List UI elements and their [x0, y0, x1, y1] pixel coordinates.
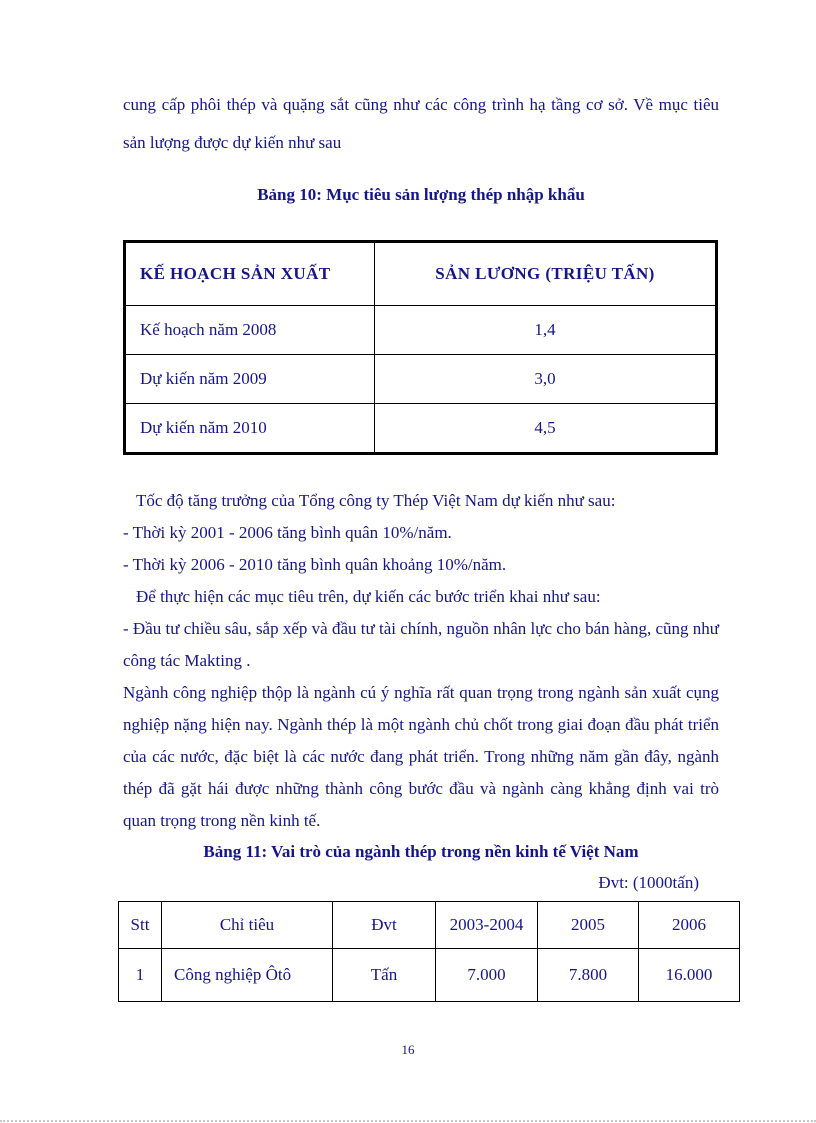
- table-row: [119, 949, 740, 1002]
- table10-cell-value: 1,4: [375, 306, 717, 355]
- table11-header-stt: Stt: [119, 902, 162, 949]
- table11-header-2003-2004: 2003-2004: [436, 902, 538, 949]
- table11-cell-2006: 16.000: [639, 949, 740, 1002]
- body-paragraphs: [123, 485, 719, 837]
- paragraph-industry-role: Ngành công nghiệp thộp là ngành cú ý nghĩa rất quan trọng trong ngành sản xuất cụng nghiệp nặng hiện nay. Ngành thép là một ngành chủ chốt trong giai đoạn đầu phát triển của các nước, đặc biệt là các nước đang phát triển. Trong những năm gần đây, ngành thép đã gặt hái được những thành công bước đầu và ngành càng khẳng định vai trò quan trọng trong nền kinh tế.: [123, 683, 719, 830]
- intro-paragraph: cung cấp phôi thép và quặng sắt cũng như các công trình hạ tầng cơ sở. Về mục tiêu sản lượng được dự kiến như sau: [123, 95, 719, 152]
- table11-header-2006: 2006: [639, 902, 740, 949]
- table11-title: Bảng 11: Vai trò của ngành thép trong nền kinh tế Việt Nam: [203, 842, 639, 861]
- table11-header-dvt: Đvt: [333, 902, 436, 949]
- page-edge-dotted-line: [0, 1120, 816, 1122]
- table10-cell-value: 4,5: [375, 404, 717, 454]
- table10-header-plan: KẾ HOẠCH SẢN XUẤT: [125, 242, 375, 306]
- page-content: [123, 86, 719, 1002]
- paragraph-period-2001-2006: - Thời kỳ 2001 - 2006 tăng bình quân 10%/năm.: [123, 523, 452, 542]
- table10-cell-label: Dự kiến năm 2010: [125, 404, 375, 454]
- table11-cell-chitieu: Công nghiệp Ôtô: [162, 949, 333, 1002]
- table10-cell-label: Dự kiến năm 2009: [125, 355, 375, 404]
- table10: [123, 240, 718, 455]
- table10-title: Bảng 10: Mục tiêu sản lượng thép nhập khẩu: [257, 185, 585, 204]
- table11-header-2005: 2005: [538, 902, 639, 949]
- table11-cell-2005: 7.800: [538, 949, 639, 1002]
- table-row: [125, 404, 717, 454]
- paragraph-investment: - Đầu tư chiều sâu, sắp xếp và đầu tư tài chính, nguồn nhân lực cho bán hàng, cũng như công tác Makting .: [123, 619, 719, 670]
- table11-cell-stt: 1: [119, 949, 162, 1002]
- paragraph-period-2006-2010: - Thời kỳ 2006 - 2010 tăng bình quân khoảng 10%/năm.: [123, 555, 507, 574]
- page-number: 16: [401, 1042, 415, 1057]
- table10-header-output: SẢN LƯƠNG (TRIỆU TẤN): [375, 242, 717, 306]
- table11-cell-2003-2004: 7.000: [436, 949, 538, 1002]
- paragraph-growth-intro: Tốc độ tăng trưởng của Tổng công ty Thép Việt Nam dự kiến như sau:: [136, 491, 616, 510]
- table11-header-chitieu: Chỉ tiêu: [162, 902, 333, 949]
- paragraph-implementation-intro: Để thực hiện các mục tiêu trên, dự kiến các bước triển khai như sau:: [136, 587, 601, 606]
- table10-header-row: [125, 242, 717, 306]
- table11-unit-label: Đvt: (1000tấn): [598, 873, 699, 892]
- table11: [118, 901, 740, 1002]
- table11-cell-dvt: Tấn: [333, 949, 436, 1002]
- table-row: [125, 355, 717, 404]
- table-row: [125, 306, 717, 355]
- table10-cell-label: Kế hoạch năm 2008: [125, 306, 375, 355]
- table11-header-row: [119, 902, 740, 949]
- table10-cell-value: 3,0: [375, 355, 717, 404]
